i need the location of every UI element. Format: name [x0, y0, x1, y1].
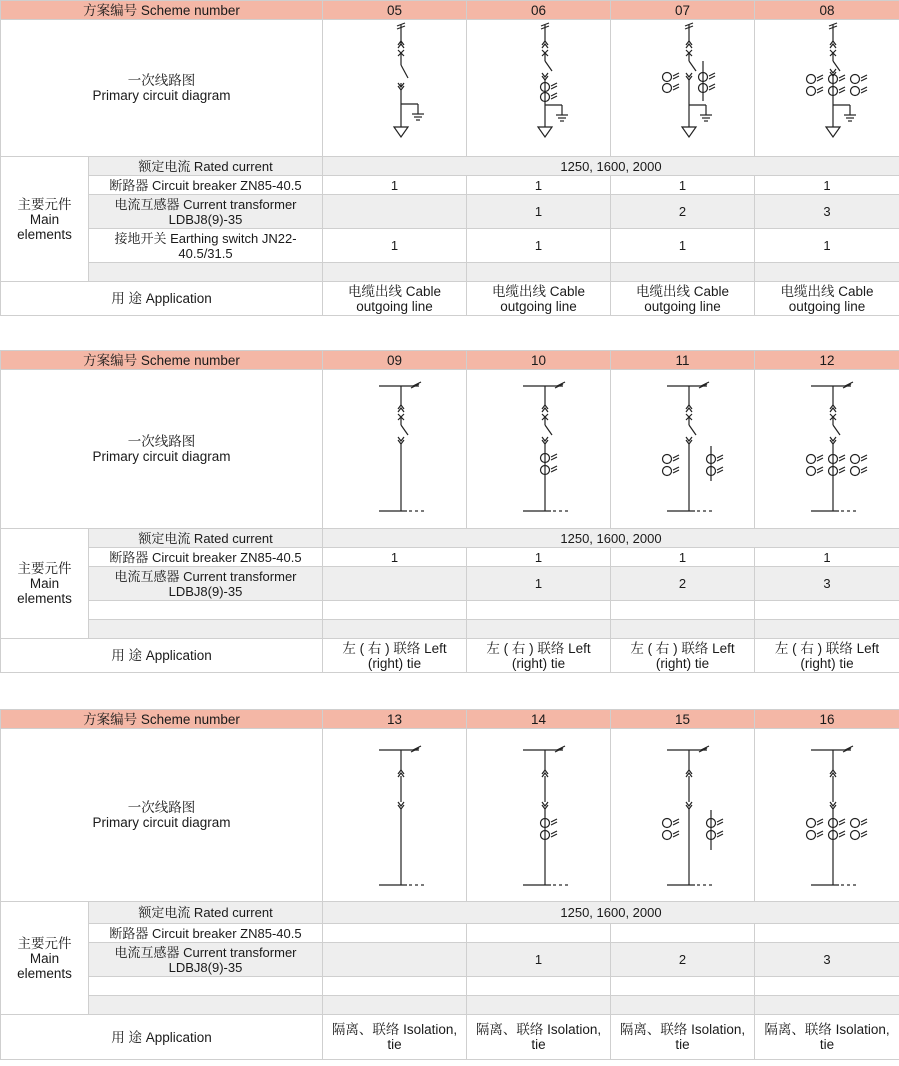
rated-current-label: 额定电流 Rated current [89, 902, 323, 924]
main-elements-en-1: Main [29, 576, 60, 591]
scheme-number: 08 [755, 1, 899, 20]
primary-circuit-label [1, 370, 323, 529]
empty-row [1, 263, 899, 282]
application-label: 用 途 Application [1, 639, 323, 673]
circuit-diagram-13 [335, 730, 455, 901]
ct-label-2: LDBJ8(9)-35 [168, 211, 243, 227]
breaker-qty: 1 [467, 176, 611, 195]
ct-qty: 1 [467, 567, 611, 601]
main-elements-en-1: Main [29, 950, 60, 966]
scheme-number-label: 方案编号 Scheme number [1, 1, 323, 20]
empty-row [1, 977, 899, 996]
rated-current-value: 1250, 1600, 2000 [323, 529, 899, 548]
circuit-diagram-cell [611, 20, 755, 157]
circuit-diagram-10 [479, 371, 599, 528]
rated-current-row [1, 157, 899, 176]
primary-circuit-zh: 一次线路图 [127, 800, 196, 815]
breaker-row [1, 548, 899, 567]
circuit-diagram-15 [623, 730, 743, 901]
empty-row [1, 996, 899, 1015]
ct-label-2: LDBJ8(9)-35 [168, 583, 243, 599]
circuit-diagram-09 [335, 371, 455, 528]
main-elements-label [1, 529, 89, 639]
ct-qty [323, 567, 467, 601]
application-value: 左 ( 右 ) 联络 Left (right) tie [467, 639, 611, 673]
scheme-number: 13 [323, 710, 467, 729]
earthing-qty: 1 [467, 229, 611, 263]
ct-label-1: 电流互感器 Current transformer [114, 196, 297, 212]
scheme-number: 15 [611, 710, 755, 729]
breaker-qty: 1 [611, 548, 755, 567]
breaker-label: 断路器 Circuit breaker ZN85-40.5 [89, 548, 323, 567]
ct-row [1, 567, 899, 601]
main-elements-en-2: elements [17, 591, 72, 606]
main-elements-en-2: elements [17, 965, 72, 981]
circuit-diagram-cell [323, 370, 467, 529]
main-elements-zh: 主要元件 [17, 561, 72, 576]
ct-qty: 1 [467, 195, 611, 229]
circuit-diagram-12 [767, 371, 887, 528]
rated-current-row [1, 902, 899, 924]
breaker-qty: 1 [467, 548, 611, 567]
ct-qty: 2 [611, 943, 755, 977]
earthing-label-1: 接地开关 Earthing switch JN22- [114, 230, 297, 246]
earthing-qty: 1 [611, 229, 755, 263]
ct-label-1: 电流互感器 Current transformer [114, 944, 297, 960]
circuit-diagram-cell [755, 729, 899, 902]
scheme-number: 06 [467, 1, 611, 20]
ct-row [1, 943, 899, 977]
breaker-label: 断路器 Circuit breaker ZN85-40.5 [89, 924, 323, 943]
primary-circuit-en: Primary circuit diagram [92, 815, 231, 830]
circuit-diagram-05 [335, 21, 455, 156]
application-label: 用 途 Application [1, 282, 323, 316]
earthing-label-2: 40.5/31.5 [178, 245, 233, 261]
rated-current-value: 1250, 1600, 2000 [323, 157, 899, 176]
application-value: 隔离、联络 Isolation, tie [323, 1015, 467, 1060]
main-elements-en-1: Main [29, 211, 60, 227]
application-value: 隔离、联络 Isolation, tie [611, 1015, 755, 1060]
circuit-diagram-cell [755, 370, 899, 529]
ct-label [89, 567, 323, 601]
rated-current-label: 额定电流 Rated current [89, 529, 323, 548]
breaker-qty: 1 [755, 176, 899, 195]
header-row [1, 351, 899, 370]
application-row [1, 1015, 899, 1060]
breaker-qty: 1 [323, 176, 467, 195]
main-elements-zh: 主要元件 [17, 196, 72, 212]
scheme-number: 16 [755, 710, 899, 729]
scheme-number: 07 [611, 1, 755, 20]
breaker-row [1, 176, 899, 195]
application-value: 电缆出线 Cable outgoing line [467, 282, 611, 316]
ct-qty [323, 943, 467, 977]
header-row [1, 710, 899, 729]
application-value: 左 ( 右 ) 联络 Left (right) tie [755, 639, 899, 673]
scheme-number-label: 方案编号 Scheme number [1, 710, 323, 729]
ct-label [89, 195, 323, 229]
earthing-qty: 1 [323, 229, 467, 263]
circuit-diagram-14 [479, 730, 599, 901]
main-elements-label [1, 157, 89, 282]
primary-circuit-en: Primary circuit diagram [92, 88, 231, 103]
circuit-diagram-cell [755, 20, 899, 157]
ct-qty: 3 [755, 943, 899, 977]
ct-qty [323, 195, 467, 229]
scheme-number: 10 [467, 351, 611, 370]
main-elements-zh: 主要元件 [17, 935, 72, 951]
circuit-diagram-08 [767, 21, 887, 156]
scheme-number-label: 方案编号 Scheme number [1, 351, 323, 370]
ct-qty: 2 [611, 195, 755, 229]
scheme-number: 14 [467, 710, 611, 729]
application-value: 电缆出线 Cable outgoing line [755, 282, 899, 316]
application-value: 电缆出线 Cable outgoing line [611, 282, 755, 316]
diagram-row [1, 20, 899, 157]
circuit-diagram-cell [467, 370, 611, 529]
scheme-number: 05 [323, 1, 467, 20]
breaker-qty: 1 [755, 548, 899, 567]
breaker-label: 断路器 Circuit breaker ZN85-40.5 [89, 176, 323, 195]
earthing-label [89, 229, 323, 263]
scheme-number: 12 [755, 351, 899, 370]
breaker-qty: 1 [611, 176, 755, 195]
empty-row [1, 620, 899, 639]
breaker-qty: 1 [323, 548, 467, 567]
scheme-number: 09 [323, 351, 467, 370]
circuit-diagram-16 [767, 730, 887, 901]
primary-circuit-en: Primary circuit diagram [92, 449, 231, 464]
circuit-diagram-cell [467, 729, 611, 902]
circuit-diagram-cell [323, 20, 467, 157]
rated-current-label: 额定电流 Rated current [89, 157, 323, 176]
earthing-qty: 1 [755, 229, 899, 263]
ct-qty: 3 [755, 567, 899, 601]
primary-circuit-label [1, 729, 323, 902]
main-elements-en-2: elements [17, 226, 72, 242]
circuit-diagram-06 [479, 21, 599, 156]
main-elements-label [1, 902, 89, 1015]
ct-qty: 1 [467, 943, 611, 977]
scheme-table-09-12 [0, 350, 899, 673]
primary-circuit-label [1, 20, 323, 157]
ct-label-1: 电流互感器 Current transformer [114, 568, 297, 584]
application-value: 电缆出线 Cable outgoing line [323, 282, 467, 316]
diagram-row [1, 370, 899, 529]
application-value: 左 ( 右 ) 联络 Left (right) tie [323, 639, 467, 673]
scheme-table-13-16 [0, 709, 899, 1060]
application-row [1, 282, 899, 316]
circuit-diagram-cell [323, 729, 467, 902]
application-value: 左 ( 右 ) 联络 Left (right) tie [611, 639, 755, 673]
circuit-diagram-cell [611, 370, 755, 529]
circuit-diagram-cell [467, 20, 611, 157]
circuit-diagram-07 [623, 21, 743, 156]
earthing-row [1, 229, 899, 263]
header-row [1, 1, 899, 20]
circuit-diagram-cell [611, 729, 755, 902]
circuit-diagram-11 [623, 371, 743, 528]
scheme-number: 11 [611, 351, 755, 370]
ct-qty: 2 [611, 567, 755, 601]
breaker-row [1, 924, 899, 943]
primary-circuit-zh: 一次线路图 [127, 434, 196, 449]
application-row [1, 639, 899, 673]
ct-label [89, 943, 323, 977]
diagram-row [1, 729, 899, 902]
ct-qty: 3 [755, 195, 899, 229]
primary-circuit-zh: 一次线路图 [127, 73, 196, 88]
application-value: 隔离、联络 Isolation, tie [467, 1015, 611, 1060]
ct-row [1, 195, 899, 229]
rated-current-row [1, 529, 899, 548]
application-label: 用 途 Application [1, 1015, 323, 1060]
application-value: 隔离、联络 Isolation, tie [755, 1015, 899, 1060]
empty-row [1, 601, 899, 620]
ct-label-2: LDBJ8(9)-35 [168, 959, 243, 975]
rated-current-value: 1250, 1600, 2000 [323, 902, 899, 924]
scheme-table-05-08 [0, 0, 899, 316]
